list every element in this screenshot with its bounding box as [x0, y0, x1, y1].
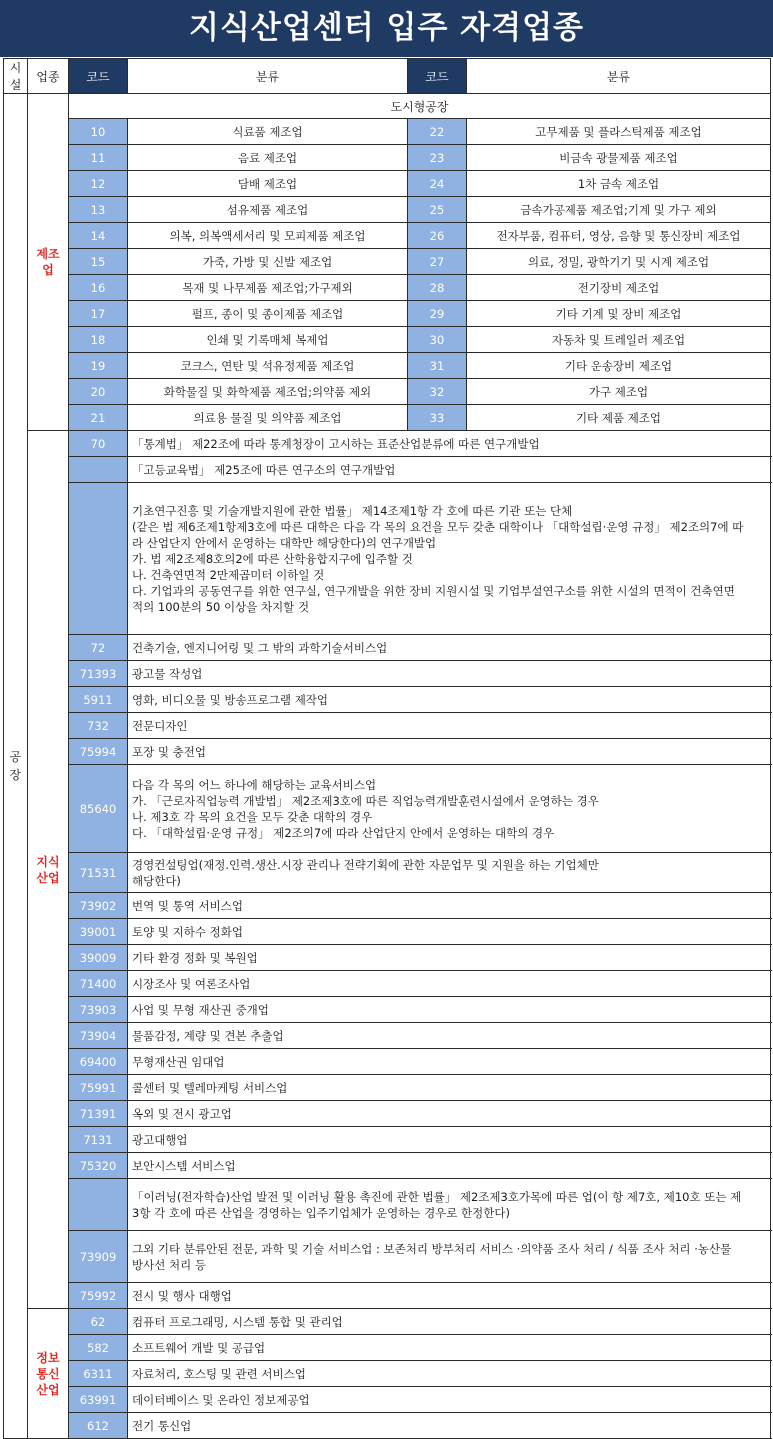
description-line: 「통계법」 제22조에 따라 통계청장이 고시하는 표준산업분류에 따른 연구개발업 [132, 436, 540, 451]
code-cell [69, 1179, 128, 1231]
code-cell: 10 [69, 119, 128, 145]
industry-knowledge-label-1: 지식 [36, 854, 60, 869]
description-cell [128, 945, 771, 971]
page-title: 지식산업센터 입주 자격업종 [0, 0, 773, 57]
header-code-2: 코드 [408, 59, 467, 94]
code-cell: 17 [69, 301, 128, 327]
code-cell: 31 [408, 353, 467, 379]
code-cell [69, 457, 128, 483]
description-cell [128, 1179, 771, 1231]
code-cell [69, 483, 128, 635]
description-line: 광고물 작성업 [132, 666, 203, 681]
header-classification-1: 분류 [128, 59, 408, 94]
description-line: 「이러닝(전자학습)산업 발전 및 이러닝 활용 촉진에 관한 법률」 제2조제3호가목에 따른 업(이 항 제7호, 제10호 또는 제 [132, 1189, 742, 1204]
classification-cell: 1차 금속 제조업 [467, 171, 771, 197]
header-facility: 시설 [4, 59, 28, 94]
table-row [4, 635, 771, 661]
description-line: 나. 제3호 각 목의 요건을 모두 갖춘 대학의 경우 [132, 809, 373, 824]
table-row [4, 1127, 771, 1153]
description-cell [128, 661, 771, 687]
table-row [4, 223, 771, 249]
code-cell: 75994 [69, 739, 128, 765]
description-line: 나. 건축연면적 2만제곱미터 이하일 것 [132, 567, 325, 582]
description-cell [128, 1127, 771, 1153]
table-row [4, 405, 771, 431]
table-row [4, 275, 771, 301]
description-cell [128, 431, 771, 457]
industry-it-label-3: 산업 [36, 1382, 60, 1397]
description-line: 옥외 및 전시 광고업 [132, 1106, 232, 1121]
description-line: 그외 기타 분류안된 전문, 과학 및 기술 서비스업 : 보존처리 방부처리 서비스 ·의약품 조사 처리 / 식품 조사 처리 ·농산물 [132, 1241, 732, 1256]
table-row [4, 457, 771, 483]
code-cell: 75320 [69, 1153, 128, 1179]
description-cell [128, 997, 771, 1023]
code-cell: 33 [408, 405, 467, 431]
description-cell [128, 853, 771, 893]
description-line: 다음 각 목의 어느 하나에 해당하는 교육서비스업 [132, 777, 377, 792]
description-line: 건축기술, 엔지니어링 및 그 밖의 과학기술서비스업 [132, 640, 388, 655]
description-line: 다. 「대학설립·운영 규정」 제2조의7에 따라 산업단지 안에서 운영하는 대학의 경우 [132, 825, 555, 840]
table-row [4, 483, 771, 635]
classification-cell: 인쇄 및 기록매체 복제업 [128, 327, 408, 353]
code-cell: 73902 [69, 893, 128, 919]
description-cell [128, 1231, 771, 1283]
header-code-1: 코드 [69, 59, 128, 94]
industry-manufacturing [28, 94, 69, 431]
code-cell: 7131 [69, 1127, 128, 1153]
description-cell [128, 919, 771, 945]
description-cell [128, 971, 771, 997]
description-cell: 컴퓨터 프로그래밍, 시스템 통합 및 관리업 [128, 1309, 771, 1335]
industry-it-label-1: 정보 [36, 1350, 60, 1365]
description-line: 다. 기업과의 공동연구를 위한 연구실, 연구개발을 위한 장비 지원시설 및 기업부설연구소를 위한 시설의 면적이 건축연면 [132, 583, 735, 598]
header-classification-2: 분류 [467, 59, 771, 94]
description-line: 콜센터 및 텔레마케팅 서비스업 [132, 1080, 288, 1095]
facility-label: 공 장 [9, 750, 24, 782]
table-row [4, 945, 771, 971]
description-cell: 소프트웨어 개발 및 공급업 [128, 1335, 771, 1361]
table-row [4, 1413, 771, 1439]
classification-cell: 의료용 물질 및 의약품 제조업 [128, 405, 408, 431]
description-line: 가. 「근로자직업능력 개발법」 제2조제3호에 따른 직업능력개발훈련시설에서 운영하는 경우 [132, 793, 599, 808]
table-row [4, 301, 771, 327]
description-cell [128, 457, 771, 483]
classification-cell: 코크스, 연탄 및 석유정제품 제조업 [128, 353, 408, 379]
subheader-urban-factory: 도시형공장 [69, 94, 771, 119]
code-cell: 22 [408, 119, 467, 145]
table-row [4, 249, 771, 275]
description-line: 포장 및 충전업 [132, 744, 206, 759]
description-line: 라 산업단지 안에서 운영하는 대학만 해당한다)의 연구개발업 [132, 535, 437, 550]
description-cell [128, 1153, 771, 1179]
code-cell: 71400 [69, 971, 128, 997]
code-cell: 6311 [69, 1361, 128, 1387]
code-cell: 71391 [69, 1101, 128, 1127]
description-line: 토양 및 지하수 정화업 [132, 924, 243, 939]
classification-cell: 전자부품, 컴퓨터, 영상, 음향 및 통신장비 제조업 [467, 223, 771, 249]
code-cell: 16 [69, 275, 128, 301]
description-cell [128, 739, 771, 765]
description-line: 방사선 처리 등 [132, 1257, 206, 1272]
table-row [4, 1387, 771, 1413]
table-row [4, 1153, 771, 1179]
code-cell: 15 [69, 249, 128, 275]
description-cell [128, 1283, 771, 1309]
description-cell [128, 1023, 771, 1049]
code-cell: 39001 [69, 919, 128, 945]
description-line: 시장조사 및 여론조사업 [132, 976, 251, 991]
code-cell: 39009 [69, 945, 128, 971]
code-cell: 5911 [69, 687, 128, 713]
table-row [4, 1361, 771, 1387]
code-cell: 75991 [69, 1075, 128, 1101]
table-row [4, 971, 771, 997]
code-cell: 582 [69, 1335, 128, 1361]
code-cell: 75992 [69, 1283, 128, 1309]
classification-cell: 담배 제조업 [128, 171, 408, 197]
description-line: 번역 및 통역 서비스업 [132, 898, 243, 913]
classification-cell: 고무제품 및 플라스틱제품 제조업 [467, 119, 771, 145]
code-cell: 12 [69, 171, 128, 197]
table-row [4, 1283, 771, 1309]
code-cell: 28 [408, 275, 467, 301]
code-cell: 20 [69, 379, 128, 405]
table-row [4, 1231, 771, 1283]
code-cell: 24 [408, 171, 467, 197]
description-cell: 전기 통신업 [128, 1413, 771, 1439]
table-row [4, 1101, 771, 1127]
description-line: 적의 100분의 50 이상을 차지할 것 [132, 599, 310, 614]
table-row [4, 353, 771, 379]
table-row [4, 431, 771, 457]
table-row [4, 661, 771, 687]
table-row [4, 119, 771, 145]
classification-cell: 가구 제조업 [467, 379, 771, 405]
table-row [4, 997, 771, 1023]
classification-cell: 펄프, 종이 및 종이제품 제조업 [128, 301, 408, 327]
code-cell: 11 [69, 145, 128, 171]
code-cell: 72 [69, 635, 128, 661]
industry-manufacturing-label: 제조업 [36, 247, 60, 277]
code-cell: 18 [69, 327, 128, 353]
description-cell [128, 483, 771, 635]
description-cell [128, 1101, 771, 1127]
code-cell: 73909 [69, 1231, 128, 1283]
table-row [4, 1309, 771, 1335]
description-line: 기타 환경 정화 및 복원업 [132, 950, 258, 965]
classification-cell: 금속가공제품 제조업;기계 및 가구 제외 [467, 197, 771, 223]
description-cell [128, 635, 771, 661]
description-line: 「고등교육법」 제25조에 따른 연구소의 연구개발업 [132, 462, 396, 477]
classification-cell: 기타 기계 및 장비 제조업 [467, 301, 771, 327]
description-cell [128, 713, 771, 739]
classification-cell: 비금속 광물제품 제조업 [467, 145, 771, 171]
classification-cell: 의복, 의복액세서리 및 모피제품 제조업 [128, 223, 408, 249]
code-cell: 13 [69, 197, 128, 223]
code-cell: 27 [408, 249, 467, 275]
description-line: 가. 법 제2조제8호의2에 따른 산학융합지구에 입주할 것 [132, 551, 413, 566]
code-cell: 70 [69, 431, 128, 457]
classification-cell: 음료 제조업 [128, 145, 408, 171]
description-line: 경영컨설팅업(재정.인력.생산.시장 관리나 전략기획에 관한 자문업무 및 지원을 하는 기업체만 [132, 857, 599, 872]
classification-cell: 화학물질 및 화학제품 제조업;의약품 제외 [128, 379, 408, 405]
code-cell: 21 [69, 405, 128, 431]
description-cell: 자료처리, 호스팅 및 관련 서비스업 [128, 1361, 771, 1387]
description-line: 광고대행업 [132, 1132, 188, 1147]
description-line: 영화, 비디오물 및 방송프로그램 제작업 [132, 692, 329, 707]
code-cell: 14 [69, 223, 128, 249]
classification-cell: 기타 운송장비 제조업 [467, 353, 771, 379]
table-row [4, 739, 771, 765]
industry-table [3, 58, 771, 1439]
code-cell: 32 [408, 379, 467, 405]
code-cell: 71531 [69, 853, 128, 893]
description-line: 전문디자인 [132, 718, 188, 733]
code-cell: 63991 [69, 1387, 128, 1413]
table-row [4, 197, 771, 223]
facility-cell [4, 94, 28, 1439]
table-row [4, 853, 771, 893]
description-cell [128, 765, 771, 853]
table-row [4, 687, 771, 713]
description-line: 기초연구진흥 및 기술개발지원에 관한 법률」 제14조제1항 각 호에 따른 기관 또는 단체 [132, 503, 573, 518]
description-line: 무형재산권 임대업 [132, 1054, 225, 1069]
code-cell: 23 [408, 145, 467, 171]
industry-knowledge [28, 431, 69, 1309]
table-row [4, 145, 771, 171]
industry-it [28, 1309, 69, 1439]
description-line: 전시 및 행사 대행업 [132, 1288, 232, 1303]
description-line: 3항 각 호에 따른 산업을 경영하는 입주기업체가 운영하는 경우로 한정한다) [132, 1205, 510, 1220]
table-row [4, 327, 771, 353]
table-row [4, 1023, 771, 1049]
table-row [4, 1179, 771, 1231]
code-cell: 73904 [69, 1023, 128, 1049]
table-row [4, 379, 771, 405]
description-cell [128, 1075, 771, 1101]
table-row [4, 893, 771, 919]
classification-cell: 섬유제품 제조업 [128, 197, 408, 223]
code-cell: 26 [408, 223, 467, 249]
header-row [4, 59, 771, 94]
description-cell [128, 893, 771, 919]
classification-cell: 자동차 및 트레일러 제조업 [467, 327, 771, 353]
description-line: 보안시스템 서비스업 [132, 1158, 236, 1173]
description-cell [128, 1049, 771, 1075]
classification-cell: 식료품 제조업 [128, 119, 408, 145]
classification-cell: 기타 제품 제조업 [467, 405, 771, 431]
code-cell: 732 [69, 713, 128, 739]
table-row [4, 171, 771, 197]
description-line: (같은 법 제6조제1항제3호에 따른 대학은 다음 각 목의 요건을 모두 갖춘 대학이나 「대학설립·운영 규정」 제2조의7에 따 [132, 519, 744, 534]
code-cell: 25 [408, 197, 467, 223]
table-row [4, 919, 771, 945]
code-cell: 30 [408, 327, 467, 353]
code-cell: 71393 [69, 661, 128, 687]
table-row [4, 713, 771, 739]
table-row [4, 1049, 771, 1075]
industry-it-label-2: 통신 [36, 1366, 60, 1381]
description-cell: 데이터베이스 및 온라인 정보제공업 [128, 1387, 771, 1413]
table-row [4, 1075, 771, 1101]
code-cell: 612 [69, 1413, 128, 1439]
description-line: 해당한다) [132, 873, 181, 888]
code-cell: 19 [69, 353, 128, 379]
code-cell: 85640 [69, 765, 128, 853]
industry-knowledge-label-2: 산업 [36, 870, 60, 885]
code-cell: 69400 [69, 1049, 128, 1075]
code-cell: 29 [408, 301, 467, 327]
classification-cell: 가죽, 가방 및 신발 제조업 [128, 249, 408, 275]
code-cell: 62 [69, 1309, 128, 1335]
description-line: 사업 및 무형 재산권 중개업 [132, 1002, 269, 1017]
description-cell [128, 687, 771, 713]
classification-cell: 전기장비 제조업 [467, 275, 771, 301]
description-line: 물품감정, 계량 및 견본 추출업 [132, 1028, 284, 1043]
code-cell: 73903 [69, 997, 128, 1023]
header-industry: 업종 [28, 59, 69, 94]
classification-cell: 목재 및 나무제품 제조업;가구제외 [128, 275, 408, 301]
manufacturing-subheader-row [4, 94, 771, 119]
table-row [4, 1335, 771, 1361]
classification-cell: 의료, 정밀, 광학기기 및 시계 제조업 [467, 249, 771, 275]
table-row [4, 765, 771, 853]
